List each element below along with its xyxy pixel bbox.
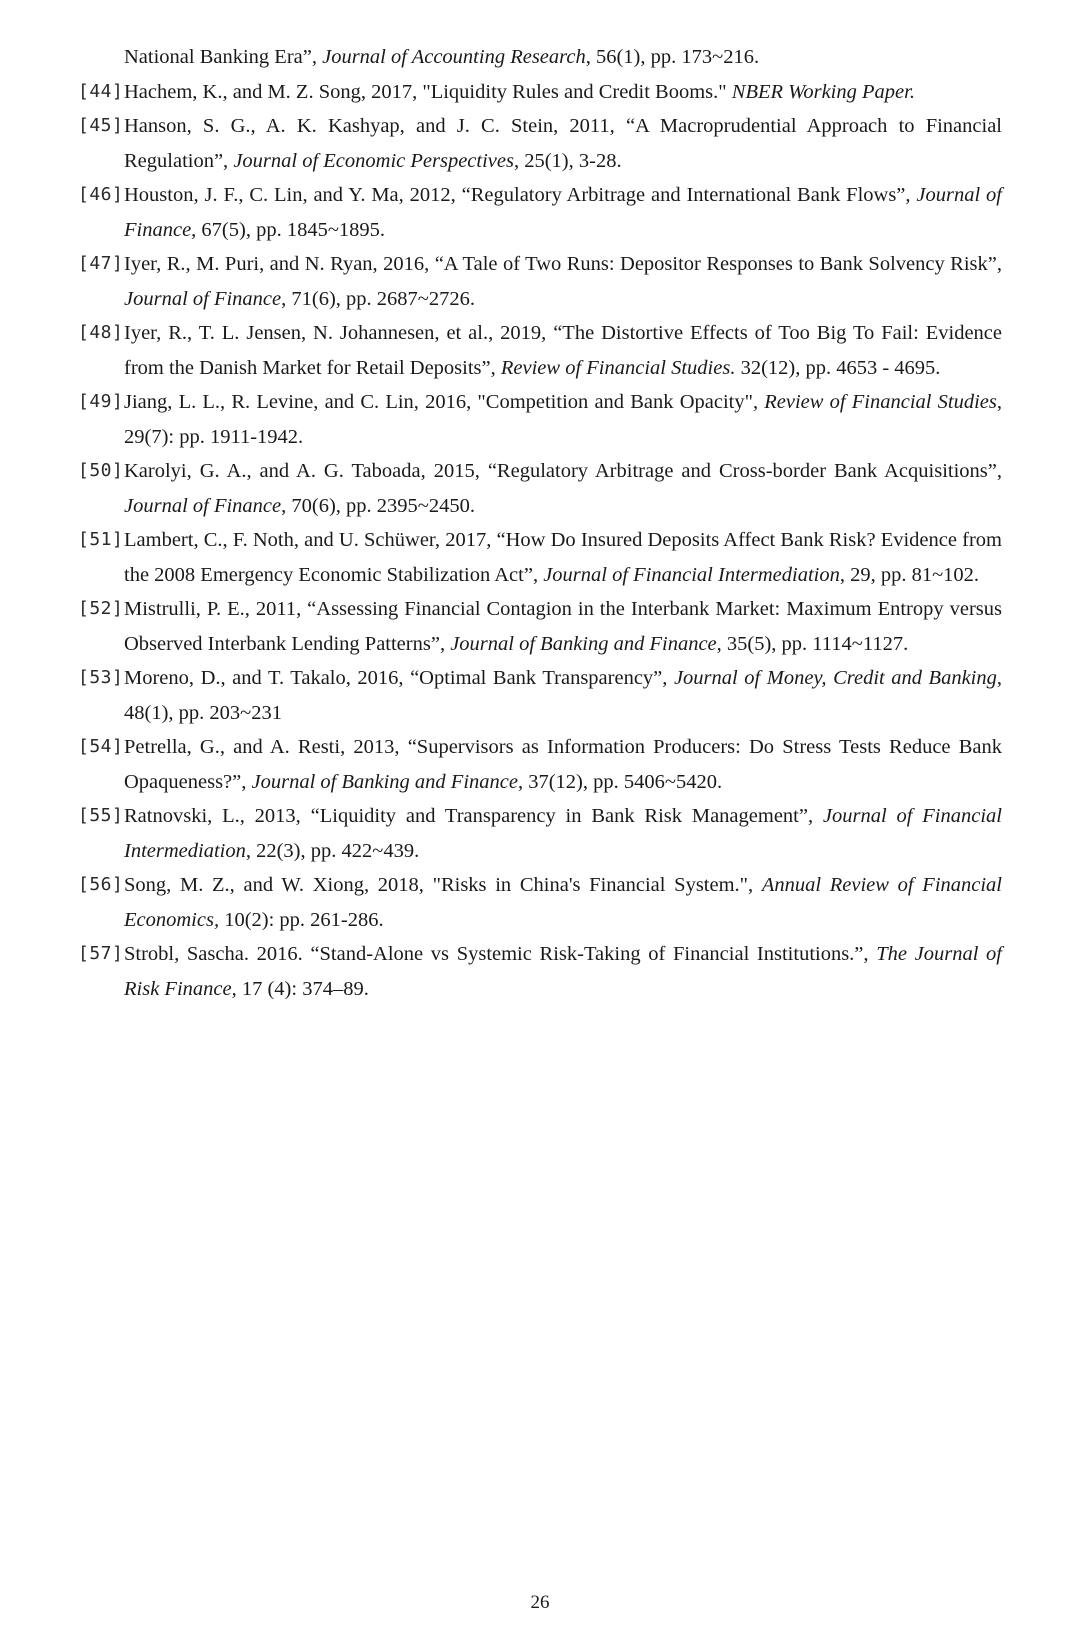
reference-segment: 10(2): pp. 261-286. <box>219 908 384 931</box>
reference-item <box>78 868 1002 937</box>
reference-text <box>124 253 1002 310</box>
reference-segment: Petrella, G., and A. Resti, 2013, “Supervisors as Information Producers: Do Stress Tests Reduce Bank Opaqueness?”, <box>124 736 1002 793</box>
reference-text <box>124 598 1002 655</box>
reference-continuation <box>78 40 1002 75</box>
reference-segment: 17 (4): 374–89. <box>236 977 369 1000</box>
reference-segment: National Banking Era”, <box>124 46 323 68</box>
reference-item <box>78 937 1002 1006</box>
reference-journal: Journal of Economic Perspectives <box>233 149 514 172</box>
reference-journal: Journal of Money, Credit and Banking <box>673 667 997 689</box>
reference-number: [57] <box>78 943 124 964</box>
reference-segment: Hachem, K., and M. Z. Song, 2017, "Liquidity Rules and Credit Booms." <box>124 80 732 103</box>
reference-number: [50] <box>78 460 124 481</box>
reference-journal: The Journal of Risk Finance, <box>124 943 1002 1000</box>
reference-item <box>78 316 1002 385</box>
reference-number: [47] <box>78 253 124 274</box>
reference-item <box>78 730 1002 799</box>
reference-text <box>124 81 915 103</box>
reference-number: [52] <box>78 598 124 619</box>
reference-number: [53] <box>78 667 124 688</box>
reference-text <box>124 46 759 68</box>
reference-segment: , 48(1), pp. 203~231 <box>124 667 1002 724</box>
reference-segment: Jiang, L. L., R. Levine, and C. Lin, 2016, "Competition and Bank Opacity", <box>124 391 765 413</box>
reference-item <box>78 799 1002 868</box>
reference-journal: Review of Financial Studies. <box>500 356 736 379</box>
reference-text <box>124 874 1002 931</box>
reference-text <box>124 736 1002 793</box>
reference-segment: , 29(7): pp. 1911-1942. <box>124 391 1002 448</box>
reference-text <box>124 391 1002 448</box>
reference-number: [49] <box>78 391 124 412</box>
reference-segment: , 56(1), pp. 173~216. <box>585 46 760 68</box>
reference-text <box>124 184 1002 241</box>
page-number: 26 <box>530 1592 550 1613</box>
reference-segment: , 70(6), pp. 2395~2450. <box>281 494 476 517</box>
reference-item <box>78 385 1002 454</box>
reference-number: [56] <box>78 874 124 895</box>
reference-journal: NBER Working Paper. <box>731 80 915 103</box>
reference-text <box>124 460 1002 517</box>
reference-journal: Annual Review of Financial Economics, <box>124 874 1002 931</box>
reference-segment: , 29, pp. 81~102. <box>839 563 980 586</box>
reference-segment: , 25(1), 3-28. <box>513 149 622 172</box>
reference-segment: Strobl, Sascha. 2016. “Stand-Alone vs Systemic Risk-Taking of Financial Institutions.”, <box>124 943 877 965</box>
reference-journal: Journal of Banking and Finance <box>251 770 518 793</box>
reference-item <box>78 523 1002 592</box>
reference-item <box>78 109 1002 178</box>
reference-text <box>124 943 1002 1000</box>
reference-number: [44] <box>78 80 124 102</box>
reference-segment: Karolyi, G. A., and A. G. Taboada, 2015, “Regulatory Arbitrage and Cross-border Bank Acquisitions”, <box>124 460 1002 482</box>
reference-segment: Iyer, R., T. L. Jensen, N. Johannesen, et al., 2019, “The Distortive Effects of Too Big To Fail: Evidence from the Danish Market for Retail Deposits”, <box>124 322 1002 379</box>
reference-segment: Hanson, S. G., A. K. Kashyap, and J. C. Stein, 2011, “A Macroprudential Approach to Financial Regulation”, <box>124 115 1002 172</box>
reference-segment: Lambert, C., F. Noth, and U. Schüwer, 2017, “How Do Insured Deposits Affect Bank Risk? Evidence from the 2008 Emergency Economic Stabilization Act”, <box>124 529 1002 586</box>
reference-segment: Iyer, R., M. Puri, and N. Ryan, 2016, “A Tale of Two Runs: Depositor Responses to Bank Solvency Risk”, <box>124 253 1002 275</box>
reference-item <box>78 247 1002 316</box>
reference-segment: Houston, J. F., C. Lin, and Y. Ma, 2012, “Regulatory Arbitrage and International Bank Flows”, <box>124 184 917 206</box>
reference-segment: , 35(5), pp. 1114~1127. <box>716 632 909 655</box>
reference-text <box>124 805 1002 862</box>
reference-text <box>124 322 1002 379</box>
reference-segment: , 37(12), pp. 5406~5420. <box>517 770 723 793</box>
reference-number: [51] <box>78 529 124 550</box>
reference-segment: Ratnovski, L., 2013, “Liquidity and Transparency in Bank Risk Management”, <box>124 805 823 827</box>
reference-journal: Journal of Finance <box>124 287 282 310</box>
reference-segment: Moreno, D., and T. Takalo, 2016, “Optimal Bank Transparency”, <box>124 667 674 689</box>
reference-number: [46] <box>78 184 124 205</box>
reference-item <box>78 178 1002 247</box>
reference-segment: , 71(6), pp. 2687~2726. <box>281 287 476 310</box>
reference-number: [55] <box>78 805 124 826</box>
reference-segment: Song, M. Z., and W. Xiong, 2018, "Risks in China's Financial System.", <box>124 874 762 896</box>
reference-journal: Journal of Accounting Research <box>322 46 586 68</box>
reference-journal: Review of Financial Studies <box>764 391 997 413</box>
reference-item <box>78 454 1002 523</box>
reference-text <box>124 115 1002 172</box>
reference-item <box>78 75 1002 110</box>
reference-journal: Journal of Finance <box>124 494 282 517</box>
reference-list <box>78 40 1002 1006</box>
reference-journal: Journal of Banking and Finance <box>450 632 717 655</box>
reference-item <box>78 661 1002 730</box>
reference-number: [48] <box>78 322 124 343</box>
reference-segment: , 22(3), pp. 422~439. <box>245 839 420 862</box>
reference-segment: , 67(5), pp. 1845~1895. <box>191 218 386 241</box>
reference-number: [54] <box>78 736 124 757</box>
reference-segment: Mistrulli, P. E., 2011, “Assessing Financial Contagion in the Interbank Market: Maximum Entropy versus Observed Interbank Lending Patterns”, <box>124 598 1002 655</box>
reference-journal: Journal of Finance <box>124 184 1002 241</box>
reference-journal: Journal of Financial Intermediation <box>124 805 1002 862</box>
reference-segment: 32(12), pp. 4653 - 4695. <box>735 356 941 379</box>
reference-number: [45] <box>78 115 124 136</box>
reference-journal: Journal of Financial Intermediation <box>543 563 840 586</box>
reference-item <box>78 592 1002 661</box>
reference-text <box>124 667 1002 724</box>
reference-text <box>124 529 1002 586</box>
